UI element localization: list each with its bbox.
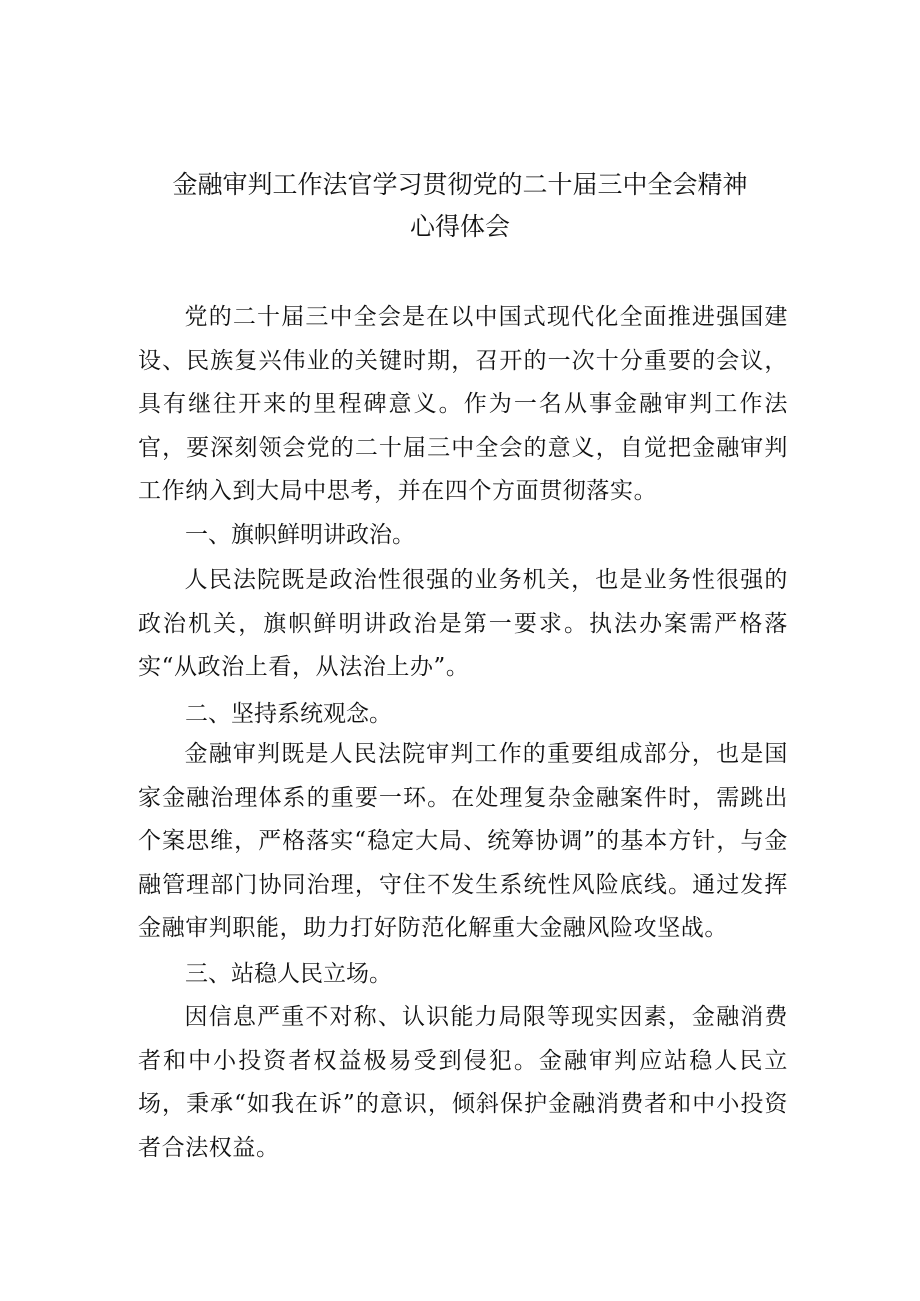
intro-text: 党的二十届三中全会是在以中国式现代化全面推进强国建设、民族复兴伟业的关键时期，召开的一次十分重要的会议，具有继往开来的里程碑意义。作为一名从事金融审判工作法官，要深刻领会党的二十届三中全会的意义，自觉把金融审判工作纳入到大局中思考，并在四个方面贯彻落实。 [138,304,788,504]
section-text-3: 因信息严重不对称、认识能力局限等现实因素，金融消费者和中小投资者权益极易受到侵犯。金融审判应站稳人民立场，秉承“如我在诉”的意识，倾斜保护金融消费者和中小投资者合法权益。 [138,1004,788,1161]
section-heading-1: 一、旗帜鲜明讲政治。 [185,522,415,548]
section-paragraph-2 [138,733,788,951]
section-heading-2: 二、坚持系统观念。 [185,701,392,727]
section-heading-3: 三、站稳人民立场。 [185,961,392,987]
section-paragraph-3 [138,996,788,1170]
section-text-2: 金融审判既是人民法院审判工作的重要组成部分，也是国家金融治理体系的重要一环。在处理复杂金融案件时，需跳出个案思维，严格落实“稳定大局、统筹协调”的基本方针，与金融管理部门协同治理，守住不发生系统性风险底线。通过发挥金融审判职能，助力打好防范化解重大金融风险攻坚战。 [138,741,788,941]
section-text-1: 人民法院既是政治性很强的业务机关，也是业务性很强的政治机关，旗帜鲜明讲政治是第一要求。执法办案需严格落实“从政治上看，从法治上办”。 [138,567,788,680]
section-paragraph-1 [138,559,788,690]
document-title-line-2: 心得体会 [409,212,510,241]
document-title-line-1: 金融审判工作法官学习贯彻党的二十届三中全会精神 [172,170,748,199]
intro-paragraph [138,296,788,514]
